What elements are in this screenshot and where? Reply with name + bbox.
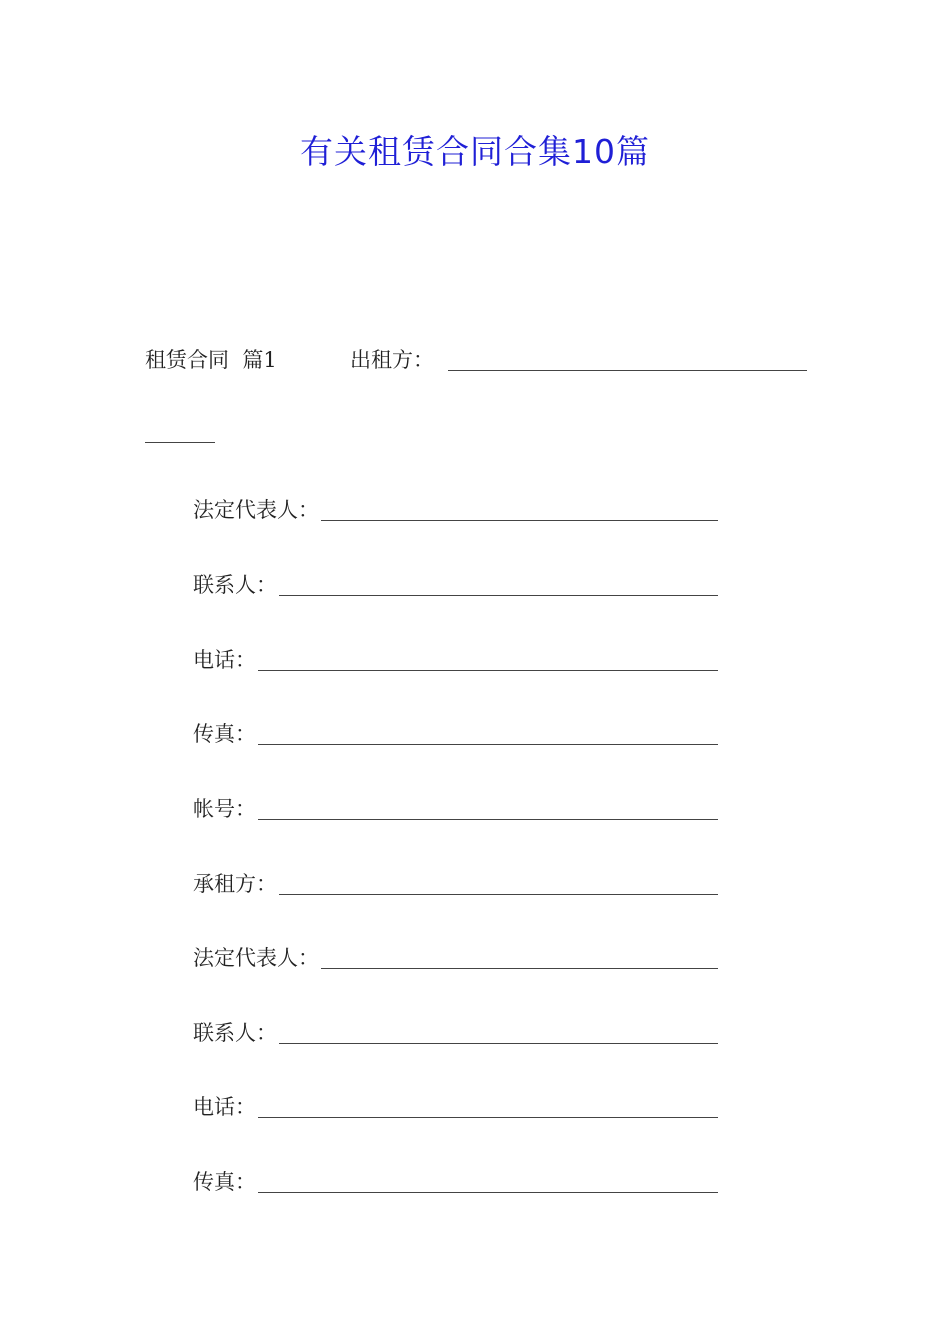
field-lessee-fax <box>193 1165 718 1199</box>
field-lessor-legal-representative <box>193 493 718 527</box>
field-blank-line[interactable] <box>258 744 718 745</box>
field-lessor-fax <box>193 717 718 751</box>
field-blank-line[interactable] <box>279 1043 718 1044</box>
field-label: 联系人： <box>193 1021 277 1045</box>
section-first-line <box>145 343 807 377</box>
field-lessee-phone <box>193 1090 718 1124</box>
field-lessee-legal-representative <box>193 941 718 975</box>
field-blank-line[interactable] <box>258 1192 718 1193</box>
field-label: 传真： <box>193 1170 256 1194</box>
field-blank-line[interactable] <box>321 520 718 521</box>
field-blank-line[interactable] <box>258 819 718 820</box>
lessor-label: 出租方： <box>350 348 434 372</box>
field-lessee-contact <box>193 1016 718 1050</box>
field-label: 帐号： <box>193 797 256 821</box>
field-lessor-account <box>193 792 718 826</box>
field-lessor-phone <box>193 643 718 677</box>
field-label: 电话： <box>193 648 256 672</box>
field-blank-line[interactable] <box>321 968 718 969</box>
field-lessee <box>193 867 718 901</box>
field-blank-line[interactable] <box>279 894 718 895</box>
section-heading: 租赁合同 篇1 <box>145 348 277 372</box>
field-blank-line[interactable] <box>258 670 718 671</box>
field-blank-line[interactable] <box>258 1117 718 1118</box>
field-label: 电话： <box>193 1095 256 1119</box>
field-label: 传真： <box>193 722 256 746</box>
field-lessor-contact <box>193 568 718 602</box>
field-label: 法定代表人： <box>193 946 319 970</box>
field-blank-line[interactable] <box>279 595 718 596</box>
lessor-blank-line-continued[interactable] <box>145 442 215 443</box>
field-label: 法定代表人： <box>193 498 319 522</box>
lessor-blank-line[interactable] <box>448 370 807 371</box>
field-label: 联系人： <box>193 573 277 597</box>
field-label: 承租方： <box>193 872 277 896</box>
page-title: 有关租赁合同合集10篇 <box>300 132 650 171</box>
